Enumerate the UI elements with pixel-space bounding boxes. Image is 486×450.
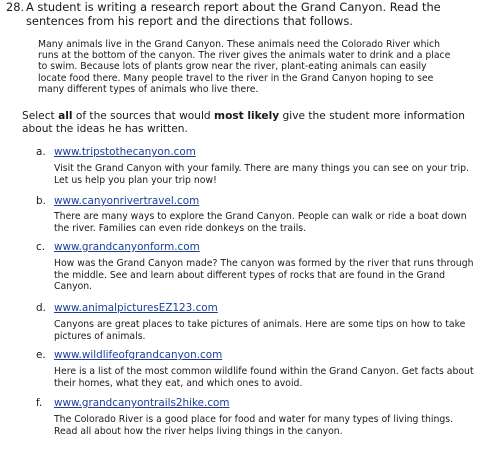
- instructions-emphasis-all: all: [58, 110, 73, 122]
- option-description: Canyons are great places to take pictures of animals. Here are some tips on how to take pictures of animals.: [54, 319, 466, 342]
- option-description: Visit the Grand Canyon with your family. There are many things you can see on your trip. Let us help you plan your trip now!: [54, 163, 470, 186]
- instructions-emphasis-most-likely: most likely: [214, 110, 280, 122]
- report-passage: Many animals live in the Grand Canyon. These animals need the Colorado River which runs at the bottom of the canyon. The river gives the animals water to drink and a place to swim. Because lots of plants grow near the river, plant-eating animals can easily locate food there. Many people travel to the river in the Grand Canyon hoping to see many different types of animals who live there.: [38, 39, 451, 95]
- option-letter: d.: [36, 302, 46, 314]
- option-description: Here is a list of the most common wildlife found within the Grand Canyon. Get facts about their homes, what they eat, and which ones to avoid.: [54, 366, 474, 389]
- question-stem: A student is writing a research report about the Grand Canyon. Read the sentences from his report and the directions that follows.: [26, 0, 441, 28]
- option-link[interactable]: www.animalpicturesEZ123.com: [54, 302, 218, 314]
- instructions: [22, 110, 478, 136]
- option-letter: e.: [36, 349, 46, 361]
- option-description: There are many ways to explore the Grand Canyon. People can walk or ride a boat down the river. Families can even ride donkeys on the trails.: [54, 211, 467, 234]
- option-description: The Colorado River is a good place for food and water for many types of living things. Read all about how the river helps living things in the canyon.: [54, 414, 454, 437]
- instructions-text-2: of the sources that would: [72, 110, 215, 122]
- option-description: How was the Grand Canyon made? The canyon was formed by the river that runs through the middle. See and learn about different types of rocks that are found in the Grand Canyon.: [54, 258, 474, 292]
- option-letter: b.: [36, 195, 46, 207]
- option-letter: a.: [36, 146, 46, 158]
- option-link[interactable]: www.canyonrivertravel.com: [54, 195, 200, 207]
- instructions-text-1: Select: [22, 110, 59, 122]
- option-link[interactable]: www.grandcanyonform.com: [54, 241, 200, 253]
- option-link[interactable]: www.wildlifeofgrandcanyon.com: [54, 349, 223, 361]
- option-letter: c.: [36, 241, 46, 253]
- option-link[interactable]: www.tripstothecanyon.com: [54, 146, 196, 158]
- option-letter: f.: [36, 397, 43, 409]
- option-link[interactable]: www.grandcanyontrails2hike.com: [54, 397, 230, 409]
- question-number: 28.: [6, 0, 25, 14]
- instructions-text-3: give the student more information about the ideas he has written.: [22, 110, 465, 135]
